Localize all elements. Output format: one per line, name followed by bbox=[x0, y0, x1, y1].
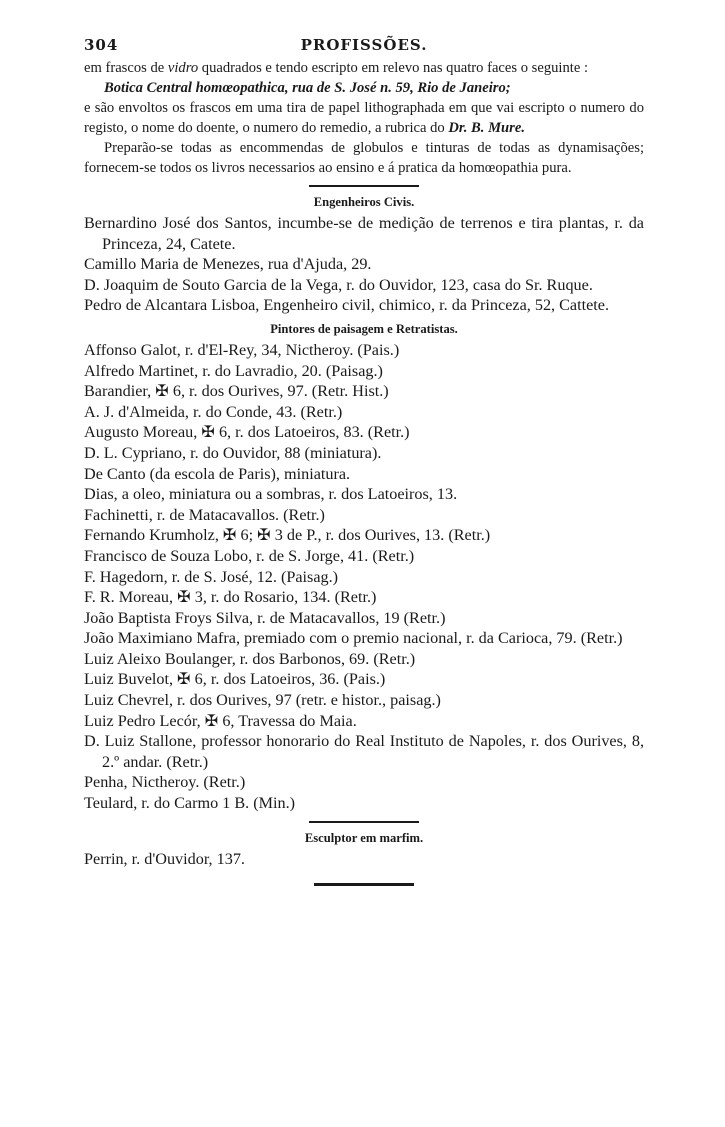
list-item: D. L. Cypriano, r. do Ouvidor, 88 (miniatura). bbox=[84, 443, 382, 462]
running-header bbox=[84, 36, 644, 58]
section-divider bbox=[309, 185, 419, 187]
list-item: Camillo Maria de Menezes, rua d'Ajuda, 29. bbox=[84, 255, 372, 274]
list-item: Fachinetti, r. de Matacavallos. (Retr.) bbox=[84, 505, 325, 524]
list-item: Bernardino José dos Santos, incumbe-se de medição de terrenos e tira plantas, r. da Princeza, 24, Catete. bbox=[84, 214, 644, 253]
intro-text-fragment: quadrados e tendo escripto em relevo nas quatro faces o seguinte : bbox=[198, 60, 588, 76]
section-divider bbox=[309, 821, 419, 823]
list-item: João Baptista Froys Silva, r. de Matacavallos, 19 (Retr.) bbox=[84, 608, 446, 627]
list-item: Dias, a oleo, miniatura ou a sombras, r. dos Latoeiros, 13. bbox=[84, 485, 458, 504]
address-line: Botica Central homœopathica, rua de S. José n. 59, Rio de Janeiro; bbox=[104, 80, 511, 96]
page-title: PROFISSÕES. bbox=[300, 36, 428, 54]
intro-paragraph-2: Preparão-se todas as encommendas de globulos e tinturas de todas as dynamisações; fornecem-se todos os livros necessarios ao ensino e á pratica da homœopathia pura. bbox=[84, 140, 644, 176]
list-item: Penha, Nictheroy. (Retr.) bbox=[84, 773, 246, 792]
list-item: F. R. Moreau, ✠ 3, r. do Rosario, 134. (Retr.) bbox=[84, 588, 377, 607]
list-item: De Canto (da escola de Paris), miniatura. bbox=[84, 464, 351, 483]
intro-text-fragment: e são envoltos os frascos em uma tira de papel lithographada em que vai escripto o numero do registo, o nome do doente, o numero do remedio, a rubrica do bbox=[84, 100, 644, 136]
list-esculptor bbox=[84, 849, 644, 870]
page bbox=[84, 36, 644, 892]
list-item: Augusto Moreau, ✠ 6, r. dos Latoeiros, 83. (Retr.) bbox=[84, 423, 410, 442]
list-item: Barandier, ✠ 6, r. dos Ourives, 97. (Retr. Hist.) bbox=[84, 382, 389, 401]
section-title-esculptor: Esculptor em marfim. bbox=[304, 830, 424, 845]
list-item: Pedro de Alcantara Lisboa, Engenheiro civil, chimico, r. da Princeza, 52, Cattete. bbox=[84, 296, 610, 315]
list-item: D. Joaquim de Souto Garcia de la Vega, r. do Ouvidor, 123, casa do Sr. Ruque. bbox=[84, 275, 593, 294]
intro-text-fragment: em frascos de bbox=[84, 60, 168, 76]
list-item: F. Hagedorn, r. de S. José, 12. (Paisag.) bbox=[84, 567, 339, 586]
list-item: Affonso Galot, r. d'El-Rey, 34, Nictheroy. (Pais.) bbox=[84, 340, 400, 359]
list-item: Francisco de Souza Lobo, r. de S. Jorge, 41. (Retr.) bbox=[84, 546, 415, 565]
intro-paragraph-1a bbox=[84, 58, 644, 78]
list-item: Luiz Buvelot, ✠ 6, r. dos Latoeiros, 36. (Pais.) bbox=[84, 670, 386, 689]
list-item: Luiz Pedro Lecór, ✠ 6, Travessa do Maia. bbox=[84, 711, 357, 730]
intro-italic-word: vidro bbox=[167, 60, 199, 76]
list-item: Teulard, r. do Carmo 1 B. (Min.) bbox=[84, 794, 296, 813]
list-item: Perrin, r. d'Ouvidor, 137. bbox=[84, 849, 245, 868]
list-item: A. J. d'Almeida, r. do Conde, 43. (Retr.) bbox=[84, 402, 343, 421]
list-item: João Maximiano Mafra, premiado com o premio nacional, r. da Carioca, 79. (Retr.) bbox=[84, 629, 623, 648]
intro-paragraph-1b bbox=[84, 98, 644, 138]
list-item: Fernando Krumholz, ✠ 6; ✠ 3 de P., r. dos Ourives, 13. (Retr.) bbox=[84, 526, 491, 545]
list-item: D. Luiz Stallone, professor honorario do Real Instituto de Napoles, r. dos Ourives, 8, 2.º andar. (Retr.) bbox=[84, 732, 644, 771]
list-item: Alfredo Martinet, r. do Lavradio, 20. (Paisag.) bbox=[84, 361, 383, 380]
section-title-pintores: Pintores de paisagem e Retratistas. bbox=[270, 321, 458, 336]
page-number: 304 bbox=[84, 36, 119, 54]
list-item: Luiz Aleixo Boulanger, r. dos Barbonos, 69. (Retr.) bbox=[84, 649, 416, 668]
intro-text bbox=[84, 58, 644, 178]
list-pintores bbox=[84, 340, 644, 814]
list-engenheiros bbox=[84, 213, 644, 316]
list-item: Luiz Chevrel, r. dos Ourives, 97 (retr. e histor., paisag.) bbox=[84, 691, 441, 710]
end-divider bbox=[314, 883, 414, 886]
signature-text: Dr. B. Mure. bbox=[448, 120, 525, 136]
section-title-engenheiros: Engenheiros Civis. bbox=[313, 195, 415, 209]
